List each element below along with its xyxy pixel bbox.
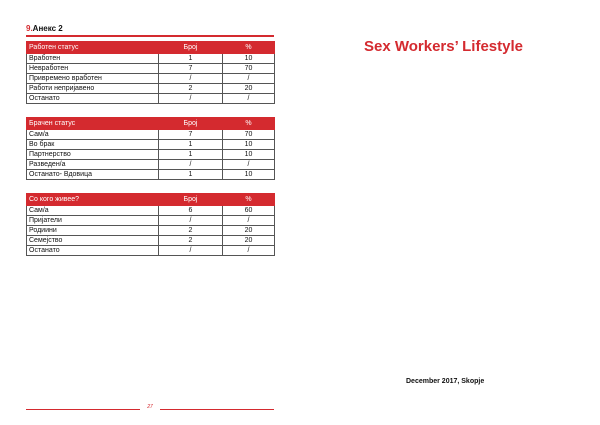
- row-count: 2: [159, 84, 223, 94]
- table-header-row: [27, 42, 275, 54]
- employment-status-table: [26, 41, 275, 104]
- row-count: /: [159, 246, 223, 256]
- row-label: Разведен/а: [27, 160, 159, 170]
- row-percent: /: [223, 160, 275, 170]
- row-label: Партнерство: [27, 150, 159, 160]
- row-label: Во брак: [27, 140, 159, 150]
- row-count: 1: [159, 140, 223, 150]
- annex-number: 9.: [26, 24, 33, 33]
- table-row: [27, 94, 275, 104]
- row-percent: 10: [223, 150, 275, 160]
- table-row: [27, 236, 275, 246]
- annex-heading: [26, 24, 274, 37]
- row-label: Привремено вработен: [27, 74, 159, 84]
- column-header-percent: %: [223, 118, 275, 130]
- annex-title: Анекс 2: [32, 24, 63, 33]
- row-percent: /: [223, 246, 275, 256]
- row-percent: 20: [223, 236, 275, 246]
- row-count: 7: [159, 130, 223, 140]
- right-page: [300, 0, 600, 425]
- column-header-label: Работен статус: [27, 42, 159, 54]
- row-label: Работи непријавено: [27, 84, 159, 94]
- table-row: [27, 206, 275, 216]
- table-header-row: [27, 118, 275, 130]
- row-percent: /: [223, 94, 275, 104]
- row-percent: 10: [223, 170, 275, 180]
- table-header-row: [27, 194, 275, 206]
- row-count: 7: [159, 64, 223, 74]
- publication-date: December 2017, Skopje: [406, 378, 485, 385]
- column-header-count: Број: [159, 118, 223, 130]
- row-label: Пријатели: [27, 216, 159, 226]
- column-header-percent: %: [223, 194, 275, 206]
- row-count: /: [159, 216, 223, 226]
- marital-status-table: [26, 117, 275, 180]
- row-percent: /: [223, 216, 275, 226]
- row-label: Останато: [27, 94, 159, 104]
- column-header-count: Број: [159, 42, 223, 54]
- row-count: /: [159, 94, 223, 104]
- row-percent: 20: [223, 84, 275, 94]
- row-count: /: [159, 160, 223, 170]
- table-row: [27, 64, 275, 74]
- row-percent: /: [223, 74, 275, 84]
- row-percent: 60: [223, 206, 275, 216]
- row-label: Останато: [27, 246, 159, 256]
- table-row: [27, 170, 275, 180]
- column-header-label: Со кого живее?: [27, 194, 159, 206]
- table-row: [27, 160, 275, 170]
- row-label: Невработен: [27, 64, 159, 74]
- row-label: Сам/а: [27, 130, 159, 140]
- table-row: [27, 140, 275, 150]
- table-row: [27, 130, 275, 140]
- row-count: 2: [159, 236, 223, 246]
- document-title: Sex Workers’ Lifestyle: [364, 38, 523, 55]
- table-row: [27, 84, 275, 94]
- row-percent: 70: [223, 64, 275, 74]
- column-header-percent: %: [223, 42, 275, 54]
- row-count: 1: [159, 150, 223, 160]
- footer-divider-left: [26, 409, 140, 410]
- column-header-count: Број: [159, 194, 223, 206]
- table-row: [27, 246, 275, 256]
- row-count: 6: [159, 206, 223, 216]
- row-count: 2: [159, 226, 223, 236]
- row-count: 1: [159, 170, 223, 180]
- row-percent: 70: [223, 130, 275, 140]
- table-row: [27, 150, 275, 160]
- table-row: [27, 54, 275, 64]
- row-label: Родиини: [27, 226, 159, 236]
- table-row: [27, 74, 275, 84]
- table-row: [27, 226, 275, 236]
- living-with-table: [26, 193, 275, 256]
- row-label: Семејство: [27, 236, 159, 246]
- footer-divider-right: [160, 409, 274, 410]
- row-label: Сам/а: [27, 206, 159, 216]
- row-count: /: [159, 74, 223, 84]
- page-number: 27: [147, 404, 153, 410]
- row-percent: 20: [223, 226, 275, 236]
- row-percent: 10: [223, 140, 275, 150]
- row-label: Останато- Вдовица: [27, 170, 159, 180]
- column-header-label: Брачен статус: [27, 118, 159, 130]
- row-label: Вработен: [27, 54, 159, 64]
- row-percent: 10: [223, 54, 275, 64]
- table-row: [27, 216, 275, 226]
- row-count: 1: [159, 54, 223, 64]
